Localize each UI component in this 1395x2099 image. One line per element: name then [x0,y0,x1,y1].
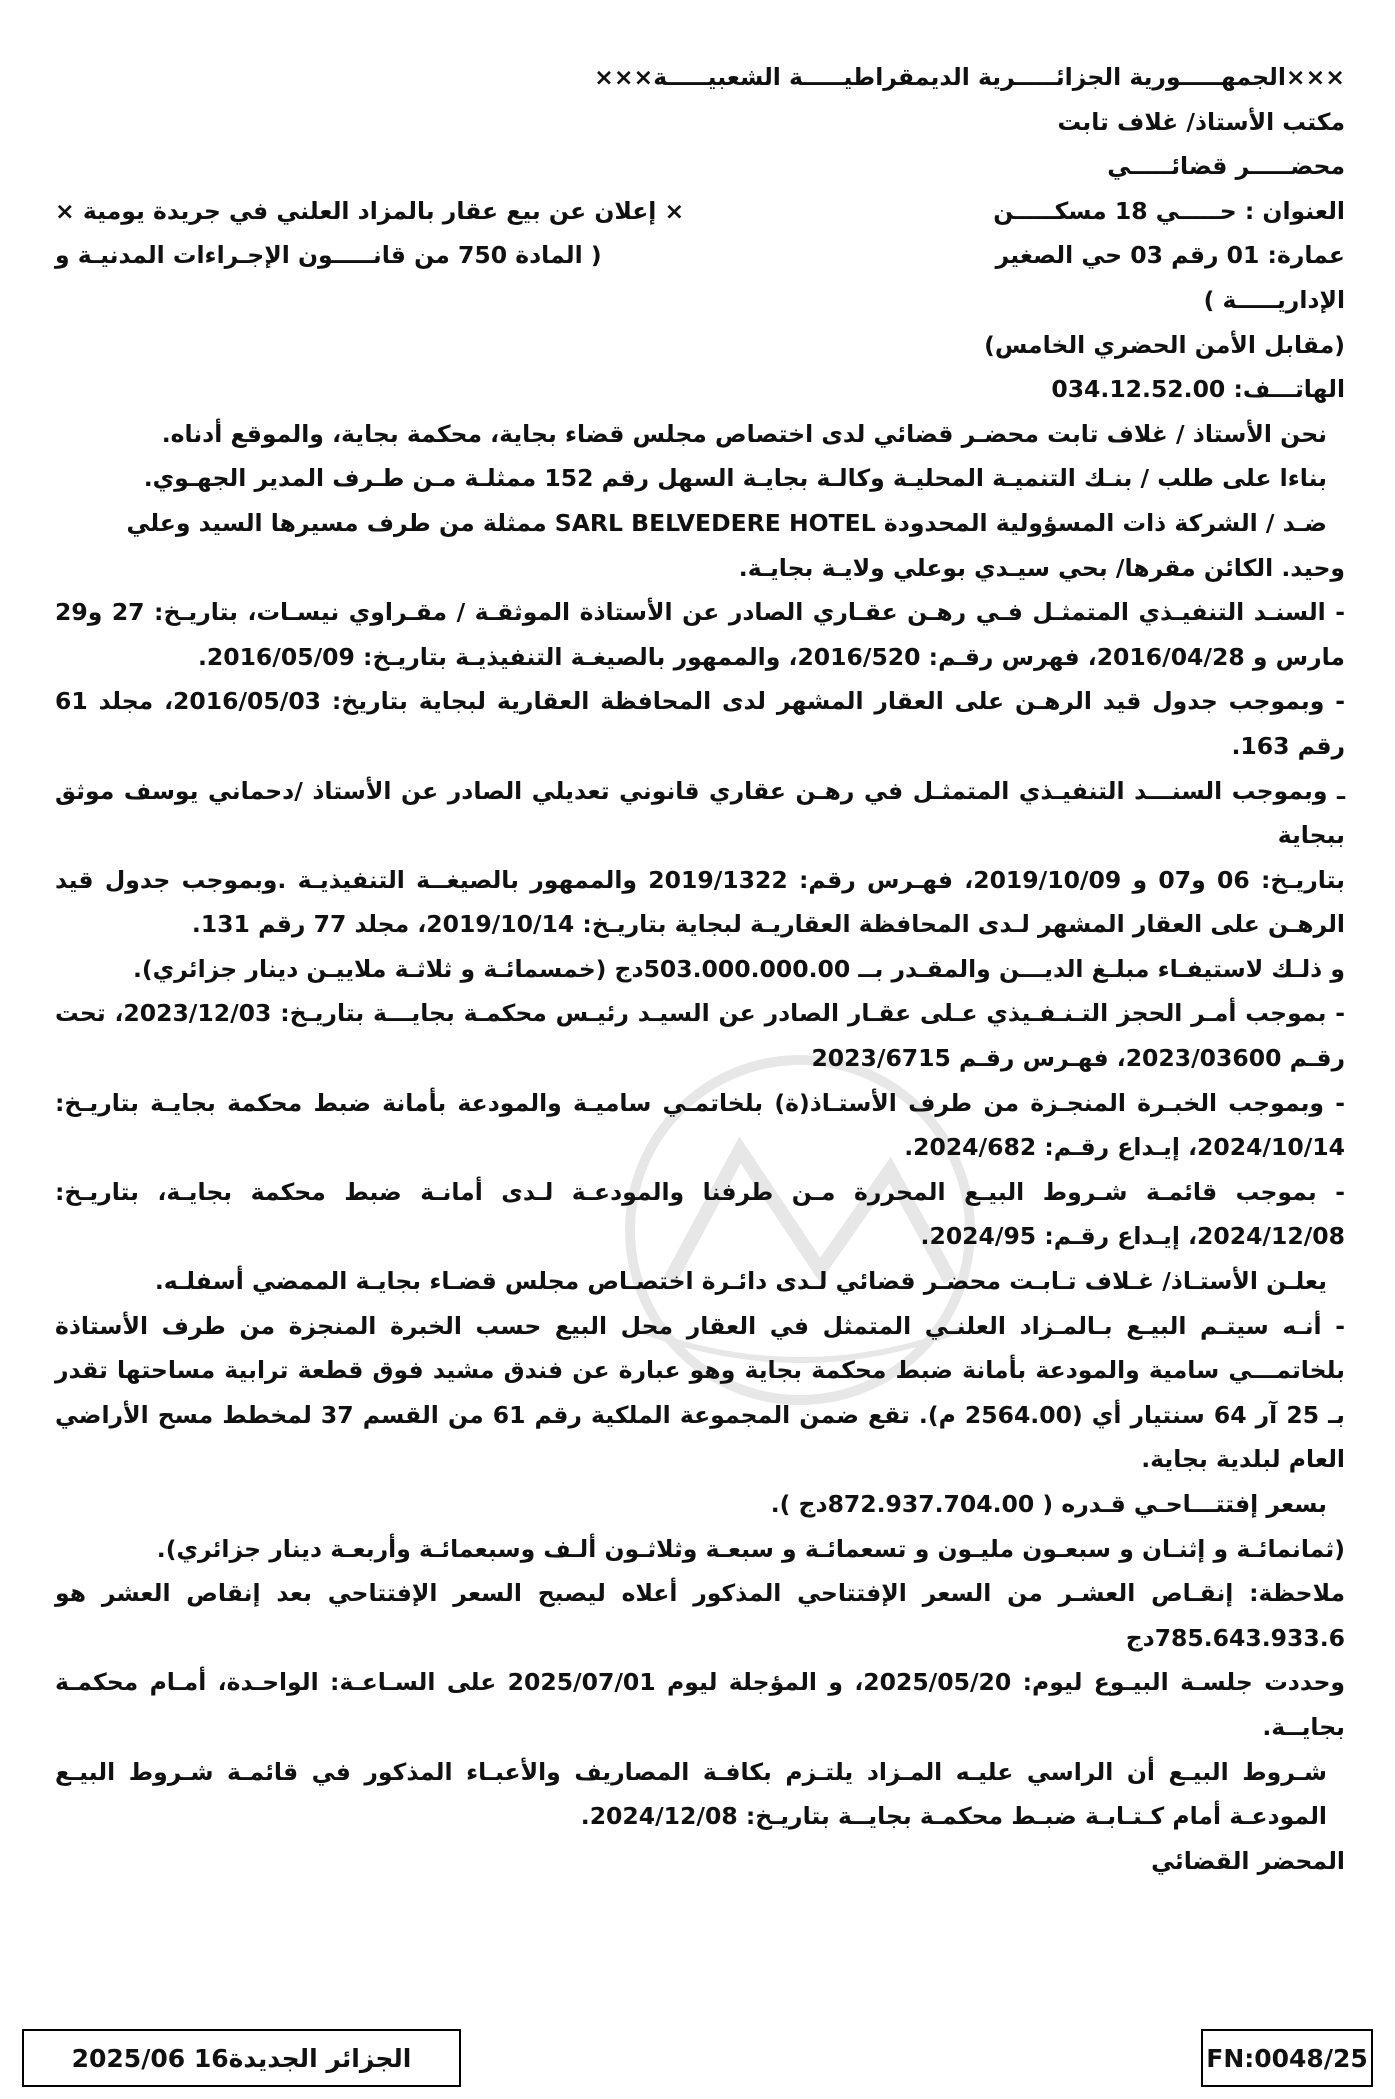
paragraph: وحددت جلسـة البيـوع ليوم: 2025/05/20، و المؤجلة ليوم 2025/07/01 على السـاعـة: الواحـدة، أمـام محكمـة بجايــة. [55,1668,1345,1741]
paragraph: ـ وبموجب السنـــد التنفيـذي المتمثـل في رهـن عقاري قانوني تعديلي الصادر عن الأستاذ /دحماني يوسف موثق ببجاية [55,776,1345,850]
paragraph: ضـد / الشركة ذات المسؤولية المحدودة SARL BELVEDERE HOTEL ممثلة من طرف مسيرها السيد وعلي [126,508,1327,537]
paragraph: (ثمانمائـة و إثنـان و سبعـون مليـون و تسعمائـة و سبعـة وثلاثـون ألـف وسبعمائـة وأربعـة دينار جزائري). [156,1534,1345,1563]
law-reference-continued: الإداريـــــة ) [1203,285,1345,314]
paragraph: - وبموجب جدول قيد الرهـن على العقار المشهر لدى المحافظة العقارية لبجاية بتاريخ: 2016/05/03، مجلد 61 رقم 163. [55,687,1345,760]
fn-code: FN:0048/25 [1206,2043,1368,2073]
fn-code-box [1201,2029,1373,2087]
address-block [55,189,1345,278]
paragraph: و ذلـك لاستيفـاء مبلـغ الديـــن والمقـدر بــ 503.000.000.00دج (خمسمائـة و ثلاثـة ملاييـن دينار جزائري). [132,954,1345,983]
paragraph: نحن الأستاذ / غلاف تابت محضـر قضائي لدى اختصاص مجلس قضاء بجاية، محكمة بجاية، والموقع أدناه. [161,419,1327,448]
notice-body [55,55,1345,1883]
law-reference: ( المادة 750 من قانـــــون الإجـراءات المدنيـة و [55,241,602,270]
signature-line: المحضر القضائي [1151,1846,1345,1875]
paragraph: - أنـه سيتـم البيـع بـالمـزاد العلنـي المتمثل في العقار محل البيع حسب الخبرة المنجزة من طرف الأستاذة بلخاتمـــي سامية والمودعة بأمانة ضبط محكمة بجاية وهو عبارة عن فندق مشيد فوق قطعة ترابية مساحتها تقدر بـ 25 آر 64 سنتيار أي (2564.00 م). تقع ضمن المجموعة الملكية رقم 61 من القسم 37 لمخطط مسح الأراضي العام لبلدية بجاية. [55,1311,1346,1474]
address-line-3: (مقابل الأمن الحضري الخامس) [984,330,1345,359]
republic-header: ×××الجمهـــــورية الجزائـــــرية الديمقراطيـــــة الشعبيـــــة××× [594,63,1345,91]
paragraph: - بموجب قائمـة شـروط البيـع المحررة مـن طرفنا والمودعـة لـدى أمانـة ضبط محكمة بجايـة، بتاريـخ: 2024/12/08، إيـداع رقـم: 2024/95. [55,1177,1345,1251]
phone-number: الهاتـــف: 034.12.52.00 [1051,375,1345,404]
office-title: محضـــــر قضائـــــي [1107,152,1345,181]
address-line-2: عمارة: 01 رقم 03 حي الصغير [995,241,1345,270]
paragraph: بتاريـخ: 06 و07 و 2019/10/09، فهـرس رقم: 2019/1322 والممهور بالصيغــة التنفيذيـة .وبموجب جدول قيد الرهـن على العقار المشهر لـدى المحافظة العقاريـة لبجاية بتاريـخ: 2019/10/14، مجلد 77 رقم 131. [55,865,1345,939]
paragraph: يعلـن الأستـاذ/ غـلاف تـابـت محضـر قضائي لـدى دائـرة اختصـاص مجلس قضـاء بجايـة الممضي أسفلـه. [154,1267,1327,1296]
newspaper-date-box [22,2029,461,2087]
paragraph: بسعر إفتتـــاحـي قـدره ( 872.937.704.00دج ). [770,1490,1327,1518]
paragraph: بناءا على طلب / بنـك التنميـة المحليـة وكالـة بجايـة السهل رقم 152 ممثلـة مـن طـرف المدير الجهـوي. [143,464,1327,493]
announcement-title: × إعلان عن بيع عقار بالمزاد العلني في جريدة يومية × [55,196,685,225]
paragraph: - وبموجب الخبـرة المنجـزة من طرف الأستـاذ(ة) بلخاتمـي ساميـة والمودعة بأمانة ضبط محكمة بجايـة بتاريـخ: 2024/10/14، إيـداع رقـم: 2024/682. [55,1088,1345,1162]
paragraph: وحيد. الكائن مقرها/ بحي سيـدي بوعلي ولايـة بجايـة. [738,553,1345,582]
address-line-1: العنوان : حـــــي 18 مسكـــــن [993,196,1345,225]
paragraph: ملاحظة: إنقـاص العشـر من السعر الإفتتاحي المذكور أعلاه ليصبح السعر الإفتتاحي بعد إنقاص العشر هو 785.643.933.6دج [55,1579,1345,1652]
newspaper-date: الجزائر الجديدة16 2025/06 [71,2043,412,2073]
paragraph: شـروط البيـع أن الراسي عليـه المـزاد يلتـزم بكافـة المصاريف والأعبـاء المذكور في قائمـة شـروط البيـع المودعـة أمام كـتـابـة ضبـط محكمـة بجايــة بتاريـخ: 2024/12/08. [55,1757,1327,1831]
office-name: مكتب الأستاذ/ غلاف تابت [1057,107,1345,136]
paragraph: - السنـد التنفيـذي المتمثـل فـي رهـن عقـاري الصادر عن الأستاذة الموثقـة / مقـراوي نيسـات، بتاريـخ: 27 و29 مارس و 2016/04/28، فهرس رقـم: 2016/520، والممهور بالصيغـة التنفيذيـة بتاريـخ: 2016/05/09. [55,598,1345,671]
paragraph: - بموجب أمـر الحجز التـنـفـيذي عـلى عقـار الصادر عن السيـد رئيـس محكمـة بجايـــة بتاريـخ: 2023/12/03، تحت رقـم 2023/03600، فهـرس رقـم 2023/6715 [55,999,1345,1073]
